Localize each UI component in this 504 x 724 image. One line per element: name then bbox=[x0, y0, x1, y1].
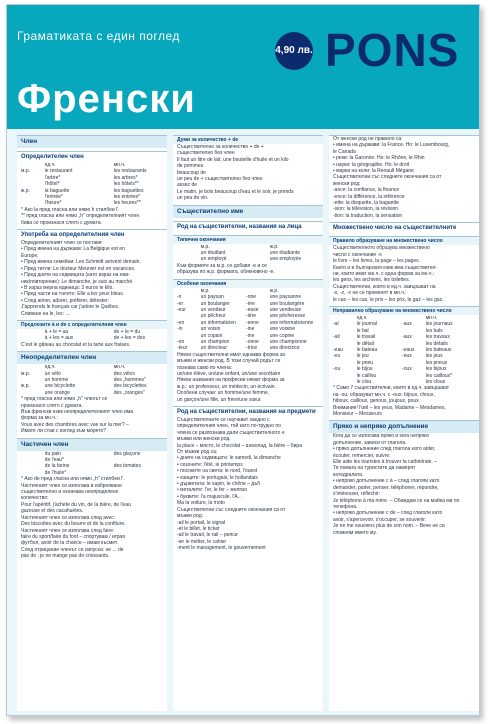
text-line: Съществителните се научават заедно с bbox=[177, 417, 270, 423]
table-cell: une orange bbox=[44, 389, 70, 396]
text-line: определителния член, той като по-трудно по bbox=[177, 423, 281, 430]
text-line: beaucoup de bbox=[177, 169, 206, 176]
table-cell: un pêcheur bbox=[200, 313, 226, 320]
table-cell: ж.р. bbox=[269, 287, 279, 294]
table-cell: les clous bbox=[425, 379, 446, 385]
table-cell: une pêcheresse bbox=[269, 313, 306, 320]
table-cell: un voisin bbox=[200, 326, 221, 333]
text-line: на -ou, образуват мн.ч. с -oux: bijoux, choux, bbox=[333, 391, 435, 398]
table-cell: les bijoux bbox=[425, 366, 447, 373]
spacer bbox=[329, 536, 479, 539]
table-cell: -eux bbox=[402, 353, 412, 360]
table-cell: -in bbox=[177, 326, 183, 333]
text-line: • науки: la géographie. Но: le droit bbox=[333, 161, 410, 168]
section-block bbox=[17, 151, 167, 229]
table-cell: l'arbre* bbox=[44, 174, 61, 181]
text-line: • непряко допълнение с de – след глаголи като bbox=[333, 510, 443, 517]
text-line: ник/повторение): Le dimanche, je suis au marché. bbox=[21, 278, 134, 285]
section-block bbox=[17, 135, 167, 151]
table-cell: des glaçons bbox=[113, 450, 141, 457]
table-cell: de l'eau* bbox=[44, 457, 64, 464]
text-line: • посоките на света: le nord, l'ouest bbox=[177, 468, 258, 475]
section-block bbox=[173, 205, 323, 221]
text-line: un/une élève, un/une enfant, un/une secrétaire bbox=[177, 370, 281, 377]
table-cell: des vélos bbox=[113, 370, 135, 377]
text-line: • металите: l'or, le fer – желязо bbox=[177, 487, 247, 494]
text-line: -ail le travail, le rail – релси bbox=[177, 532, 238, 539]
text-line: -ance: la confiance, la finance bbox=[333, 187, 400, 194]
text-line: Je téléphone à ma mère. – Обаждам се на майка ми по bbox=[333, 497, 460, 504]
table-cell: ж.р. bbox=[269, 243, 279, 250]
text-line: * Ако la пред гласна или нямо h стилбеи l'. bbox=[21, 206, 120, 213]
table-cell: un paysan bbox=[200, 294, 224, 301]
section-band: Правило образуване на множествено число bbox=[329, 237, 479, 245]
table-cell: un champion bbox=[200, 338, 230, 345]
table-cell: мн.ч. bbox=[425, 314, 438, 321]
text-line: Частичният член се използва в изброяване bbox=[21, 482, 122, 489]
table-cell bbox=[21, 200, 45, 206]
text-line: • марки на коли: la Renault Mégane bbox=[333, 168, 414, 175]
text-line: -s, -z, -x не се променят в мн.ч.: bbox=[333, 290, 407, 297]
text-line: Je ne me souviens plus de son nom. – Вече не си bbox=[333, 523, 445, 530]
text-line: le livre – les livres, la page – les pages. bbox=[333, 258, 420, 265]
text-line: Кога да се използва пряко и кога непряко bbox=[333, 433, 430, 440]
section-block bbox=[173, 135, 323, 205]
text-line: • Пред титли: Le docteur Meunier est en vacances. bbox=[21, 265, 136, 272]
text-line: Някои названия на професии нямат форма за bbox=[177, 377, 285, 384]
text-line: Vous avez des chambres avec vue sur la mer? – bbox=[21, 421, 129, 428]
section-block bbox=[17, 351, 167, 437]
table-cell: un boulanger bbox=[200, 300, 230, 307]
table-cell: un copain bbox=[200, 332, 223, 339]
table-cell: -ère bbox=[246, 300, 255, 307]
table-cell: -aux bbox=[402, 321, 412, 328]
text-line: Частичният член се използва след avec: bbox=[21, 514, 116, 521]
text-line: le Canada bbox=[333, 148, 356, 155]
section-band: Предлозите à и de с определителния член bbox=[17, 321, 167, 329]
table-cell: м.р. bbox=[200, 287, 210, 294]
text-line: телефона. bbox=[333, 503, 358, 510]
table-cell: un étudiant bbox=[200, 250, 226, 257]
text-line: hiboux, cailloux, genoux, joujoux, poux bbox=[333, 398, 419, 405]
table-cell: le bijou bbox=[356, 366, 373, 373]
table-cell: du pain bbox=[44, 450, 62, 457]
text-line: • имена на държави: la France. Но: le Luxembourg, bbox=[333, 142, 450, 149]
table-cell: -eur bbox=[177, 306, 186, 313]
table-cell: -al bbox=[333, 321, 339, 328]
section-header: Неопределителен член bbox=[17, 352, 167, 364]
text-line: Внимание! l'œil – les yeux, Madame – Mesdames, bbox=[333, 404, 446, 411]
text-line: * пред гласна или нямо „h" членът се bbox=[21, 396, 108, 403]
table-cell: une paysanne bbox=[269, 294, 302, 301]
text-line: количество: bbox=[21, 495, 49, 502]
table-cell: une copine bbox=[269, 332, 295, 339]
table-cell: un vendeur bbox=[200, 306, 226, 313]
section-block bbox=[173, 279, 323, 406]
table-cell: le restaurant bbox=[44, 168, 73, 175]
table-cell: ж.р. bbox=[21, 187, 30, 194]
table-cell: à + le = au bbox=[44, 328, 69, 335]
table-cell: les baguettes bbox=[113, 187, 144, 194]
table-cell bbox=[90, 200, 114, 206]
table-cell: -on bbox=[177, 338, 185, 345]
table-cell: ед.ч. bbox=[44, 162, 56, 168]
table-cell: le détail bbox=[356, 340, 374, 347]
table-cell: -er bbox=[177, 300, 184, 307]
table-cell: le pneu bbox=[356, 359, 374, 366]
text-line: -sion: la télévision, la révision bbox=[333, 206, 399, 213]
table-cell: -eau bbox=[333, 346, 344, 353]
text-line: ** пред гласна или нямо „h" определителният член bbox=[21, 213, 140, 220]
column-2 bbox=[173, 135, 323, 711]
text-line: произнася слято с думата. bbox=[21, 402, 83, 409]
text-line: Съществителни със следните окончания са от bbox=[333, 174, 442, 181]
table-cell: les arbres* bbox=[113, 174, 138, 181]
table-cell: la baguette bbox=[44, 187, 70, 194]
table-cell bbox=[246, 256, 270, 262]
text-line: съществително без член bbox=[177, 150, 235, 157]
table-cell: un employé bbox=[200, 256, 227, 263]
section-subheader: Множествено число на съществителните bbox=[333, 225, 457, 232]
table-cell: les travaux bbox=[425, 334, 450, 341]
section-block bbox=[17, 438, 167, 563]
table-cell: les entrées* bbox=[113, 194, 141, 201]
table-cell bbox=[177, 256, 201, 262]
section-header: Член bbox=[17, 136, 167, 148]
text-line: съществително и означава неопределено bbox=[21, 489, 119, 496]
section-subheader: Род на съществителни, названия на предмети bbox=[177, 409, 316, 415]
text-line: Към формите за м.р. се добавя -e и се bbox=[177, 262, 267, 269]
text-line: pas de ; je ne mange pas de croissants. bbox=[21, 553, 110, 560]
table-cell: un vélo bbox=[44, 370, 61, 377]
table-cell: м.р. bbox=[200, 243, 210, 250]
table-cell: мн.ч. bbox=[113, 364, 126, 371]
section-block bbox=[329, 236, 479, 306]
column-1 bbox=[17, 135, 167, 711]
text-line: faire du sport/faire du foot – спортувам / играя bbox=[21, 533, 125, 540]
table-cell: des bicyclettes bbox=[113, 383, 147, 390]
table-cell: les jeux bbox=[425, 353, 443, 360]
cover-title: Френски bbox=[17, 77, 196, 121]
text-line: -tion: la traduction, la sensation bbox=[333, 212, 403, 219]
section-subheader: Род на съществителни, названия на лица bbox=[177, 223, 302, 230]
column-3 bbox=[329, 135, 479, 711]
table-cell: le caillou bbox=[356, 372, 377, 379]
table-cell: à + les = aux bbox=[44, 335, 74, 342]
text-line: de pommes. bbox=[177, 163, 205, 170]
table-cell: de + le = du bbox=[113, 328, 141, 335]
section-band: Особени окончания bbox=[173, 280, 323, 288]
text-line: форма за мн.ч.: bbox=[21, 415, 58, 422]
text-line: Съществителни, които в ед.ч. завършват на bbox=[333, 283, 436, 290]
text-line: • Пред части на тялото: Elle a les yeux bleus. bbox=[21, 291, 125, 298]
section-block bbox=[329, 135, 479, 222]
text-line: • пряко допълнение след глагола като aider, bbox=[333, 446, 436, 453]
table-cell: ед.ч. bbox=[356, 314, 368, 321]
text-line: образува по ж.р. формата, обикновено -e. bbox=[177, 269, 275, 276]
pons-logo: PONS bbox=[325, 24, 460, 76]
text-line: • Пред имена на държави: La Belgique est en bbox=[21, 246, 125, 253]
section-block bbox=[329, 306, 479, 421]
table-cell: -oux bbox=[402, 366, 412, 373]
text-line: gazeuse et des cacahuètes. bbox=[21, 508, 84, 515]
text-line: спомням името му. bbox=[333, 529, 377, 536]
section-block bbox=[17, 229, 167, 320]
table-cell bbox=[21, 335, 45, 341]
text-line: познава само по члена: bbox=[177, 364, 233, 371]
table-cell: un directeur bbox=[200, 345, 228, 352]
text-line: J'apprends le français car j'adore le Québec. bbox=[21, 304, 120, 311]
table-cell: des „hommes" bbox=[113, 376, 146, 383]
table-cell: une vendeuse bbox=[269, 306, 302, 313]
table-cell: une employée bbox=[269, 256, 302, 263]
price-badge: 4,90 лв. bbox=[275, 32, 313, 70]
text-line: * Ако de пред гласна или нямо „h" стилбеи l'. bbox=[21, 476, 125, 483]
text-line: Определителният член се поставя: bbox=[21, 240, 103, 247]
table-cell: -nne bbox=[246, 294, 257, 301]
table-row bbox=[173, 345, 323, 351]
text-line: s'intéresser, réfléchir: bbox=[333, 491, 381, 498]
text-line: Des biscottes avec du beurre et de la confiture. bbox=[21, 521, 126, 528]
text-line: От мъжки род са: bbox=[177, 449, 218, 456]
table-cell: м.р. bbox=[21, 370, 30, 377]
cover-subtitle: Граматиката с един поглед bbox=[17, 29, 180, 43]
text-line: Имате ли стаи с изглед към морето? bbox=[21, 428, 107, 435]
text-line: Pour l'apéritif, j'achète du vin, de la bière, de l'eau bbox=[21, 501, 131, 508]
cover-header bbox=[7, 5, 480, 129]
section-block bbox=[173, 221, 323, 235]
text-line: -et le billet, le ticket bbox=[177, 525, 220, 532]
table-cell: le bal bbox=[356, 327, 369, 334]
spacer bbox=[17, 560, 167, 563]
text-line: ни, които имат мн.ч. с една форма за мн.ч.: bbox=[333, 270, 435, 277]
text-line: • сезоните: l'été, le printemps bbox=[177, 461, 243, 468]
table-cell: -onne bbox=[246, 338, 259, 345]
text-line: avoir, s'apercevoir, s'occuper, se souvenir: bbox=[333, 516, 427, 523]
text-line: Съществително за количество + de + bbox=[177, 144, 264, 150]
table-cell: les bals bbox=[425, 327, 443, 334]
table-cell: l'entrée* bbox=[44, 194, 63, 201]
text-line: Особени случаи: un homme/une femme, bbox=[177, 390, 270, 397]
text-line: Le matin, je bois beaucoup d'eau et le soir, je prends bbox=[177, 188, 294, 195]
text-line: Някои съществителни имат еднаква форма за bbox=[177, 351, 285, 358]
text-line: От женски род не правило са: bbox=[333, 136, 403, 142]
text-line: C'est le gâteau au chocolat et la tarte aux fraises. bbox=[21, 341, 131, 348]
table-cell: -ine bbox=[246, 332, 255, 339]
text-line: le cas – les cas, le prix – les prix, le gaz – les gaz. bbox=[333, 296, 444, 303]
text-line: След отрицание членът се изпуска: не ... de bbox=[21, 546, 124, 553]
text-line: assez de bbox=[177, 182, 198, 189]
table-cell: une bicyclette bbox=[44, 383, 76, 390]
text-line: катедралата. bbox=[333, 471, 364, 478]
section-band: Думи за количество + de bbox=[173, 136, 323, 144]
text-line: un garçon/une fille, un frère/une sœur. bbox=[177, 396, 262, 403]
text-line: Il faut un litre de lait, une bouteille d'huile et un kilo bbox=[177, 156, 289, 163]
table-cell: -ière bbox=[246, 313, 257, 320]
text-line: -ment le management, le gouvernement bbox=[177, 545, 266, 552]
text-line: Ma la voiture, la moto bbox=[177, 500, 225, 507]
text-line: • дърветата: le sapin, le chêne – дъб bbox=[177, 481, 261, 488]
section-block bbox=[173, 235, 323, 279]
table-cell: une étudiante bbox=[269, 250, 301, 257]
text-line: женски род: bbox=[333, 180, 361, 187]
table-cell: -ou bbox=[333, 366, 341, 373]
section-subheader: Употреба на определителния член bbox=[21, 232, 125, 239]
table-cell: -trice bbox=[246, 345, 258, 352]
table-cell: des tomates bbox=[113, 463, 141, 470]
section-block bbox=[173, 406, 323, 555]
text-line: • Пред имена семейни: Les Schmidt arrivent demain. bbox=[21, 259, 141, 266]
text-line: -ette: la disquette, la baguette bbox=[333, 200, 399, 207]
text-line: la place – място, le chocolat – шоколад, la bière – бира bbox=[177, 442, 302, 449]
table-cell: мн.ч. bbox=[113, 162, 126, 168]
text-line: • непряко допълнение с à – след глаголи като bbox=[333, 478, 440, 485]
text-line: • След aimer, adorer, préférer, détester: bbox=[21, 297, 110, 304]
section-header: Частичен член bbox=[17, 439, 167, 451]
table-cell: un homme bbox=[44, 376, 69, 383]
text-line: Частичният член се използва след faire: bbox=[21, 527, 115, 534]
text-line: -ail le portail, le signal bbox=[177, 519, 226, 526]
table-cell: -aux bbox=[402, 334, 412, 341]
text-line: Elle aide les touristes à trouver la cathédrale. – bbox=[333, 459, 437, 466]
text-line: • дните на седмицата: le samedi, la dimanche bbox=[177, 455, 281, 462]
table-cell: le bateau bbox=[356, 346, 378, 353]
text-line: -ence: la différence, la référence bbox=[333, 193, 405, 200]
text-line: ж.р.: un professeur, un médecin, un écrivain. bbox=[177, 383, 276, 390]
table-cell: ж.р. bbox=[21, 383, 30, 390]
text-line: футбол, avoir de la chance – имам късмет. bbox=[21, 540, 119, 547]
section-band: Неправилно образуване на множествено число bbox=[329, 307, 479, 315]
table-cell: l'hôtel* bbox=[44, 181, 60, 188]
text-line: число с окончание -s bbox=[333, 251, 382, 258]
table-cell: une voisine bbox=[269, 326, 295, 333]
table-cell: -enne bbox=[246, 319, 259, 326]
table-cell: une boulangère bbox=[269, 300, 305, 307]
table-cell: les pneus bbox=[425, 359, 448, 366]
table-row bbox=[173, 256, 323, 262]
table-cell: -eaux bbox=[402, 346, 415, 353]
table-cell: les heures** bbox=[113, 200, 141, 207]
text-line: -ier le métier, le cahier bbox=[177, 538, 227, 545]
text-line: Както и в българския език има съществител- bbox=[333, 264, 438, 271]
text-line: un peu de + съществително без член bbox=[177, 176, 263, 183]
text-line: les gens, les archives, les toilettes. bbox=[333, 277, 410, 284]
table-cell: de + les = des bbox=[113, 335, 146, 342]
book-cover bbox=[6, 4, 480, 716]
text-line: члена се разпознава дали съществителното е bbox=[177, 429, 285, 436]
text-line: • реки: la Garonne. Но: le Rhône, le Rhin bbox=[333, 155, 425, 162]
table-cell: -en bbox=[177, 319, 185, 326]
table-cell: le clou bbox=[356, 379, 372, 385]
spacer bbox=[173, 552, 323, 555]
table-cell: м.р. bbox=[21, 168, 30, 175]
text-line: Europe. bbox=[21, 252, 39, 259]
text-line: écouter, remercier, suivre: bbox=[333, 452, 391, 459]
section-block bbox=[17, 320, 167, 351]
text-line: • Пред дните на седмицата (като израз на нав- bbox=[21, 272, 130, 279]
table-cell: un informaticien bbox=[200, 319, 236, 326]
text-line: Съществителни със следните окончания са от bbox=[177, 506, 286, 513]
table-cell: les journaux bbox=[425, 321, 453, 328]
text-line: Съществителното образува множествено bbox=[333, 245, 430, 252]
table-row bbox=[17, 335, 167, 341]
table-cell: -euse bbox=[246, 306, 259, 313]
table-cell: une directrice bbox=[269, 345, 300, 352]
section-subheader: Определителен член bbox=[21, 154, 84, 160]
table-cell: une championne bbox=[269, 338, 307, 345]
section-header: Съществително име bbox=[173, 206, 323, 218]
table-cell: l'heure* bbox=[44, 200, 62, 207]
text-line: un peu de vin. bbox=[177, 195, 209, 202]
table-cell: -ine bbox=[246, 326, 255, 333]
table-cell: les restaurants bbox=[113, 168, 147, 175]
table-cell: -ail bbox=[333, 334, 340, 341]
table-cell: -n bbox=[177, 294, 182, 301]
table-cell: les détails bbox=[425, 340, 448, 347]
text-line: допълнение, зависи от глагола. bbox=[333, 439, 407, 446]
table-cell: de l'huile* bbox=[44, 469, 67, 476]
table-cell: de la farine bbox=[44, 463, 70, 470]
table-cell: des „oranges" bbox=[113, 389, 145, 396]
text-line: demander, parler, penser, téléphoner, répondre, bbox=[333, 484, 439, 491]
text-line: мъжки род: bbox=[177, 513, 204, 520]
table-cell: le jeu bbox=[356, 353, 369, 360]
text-line: бива се произнася слято с думата. bbox=[21, 219, 102, 226]
table-cell: le travail bbox=[356, 334, 376, 341]
text-line: • буквите: l'a majuscule, l'A... bbox=[177, 493, 242, 500]
text-line: Във френски език неопределителният член има bbox=[21, 409, 134, 415]
text-line: * Само 7 съществителни, които в ед.ч. завършват bbox=[333, 385, 450, 392]
text-line: • В израз мерна единица: 3 euros le kilo. bbox=[21, 284, 114, 291]
text-line: мъжки и женски род. В този случай родът се bbox=[177, 358, 281, 365]
section-block bbox=[329, 420, 479, 539]
section-header: Пряко и непряко допълнение bbox=[329, 421, 479, 433]
table-cell: les hôtels** bbox=[113, 181, 139, 188]
section-band: Типични окончания bbox=[173, 236, 323, 244]
table-cell: une informaticienne bbox=[269, 319, 314, 326]
grammar-sheet bbox=[7, 129, 480, 716]
text-line: Сливане на le, les: ... bbox=[21, 310, 70, 317]
table-row bbox=[17, 200, 167, 206]
table-cell: le journal bbox=[356, 321, 377, 328]
text-line: Тя помага на туристите да намерят bbox=[333, 465, 416, 472]
table-cell: les bateaux bbox=[425, 346, 452, 353]
table-cell bbox=[90, 335, 114, 341]
text-line: • езиците: le portugais, le hollandais bbox=[177, 474, 258, 481]
section-block bbox=[329, 222, 479, 236]
table-cell: ед.ч. bbox=[44, 364, 56, 371]
table-cell: -teur bbox=[177, 345, 188, 352]
text-line: мъжки или женски род. bbox=[177, 436, 231, 443]
table-cell: -eu bbox=[333, 353, 341, 360]
text-line: Monsieur – Messieurs bbox=[333, 411, 382, 418]
table-cell: les cailloux* bbox=[425, 372, 453, 379]
